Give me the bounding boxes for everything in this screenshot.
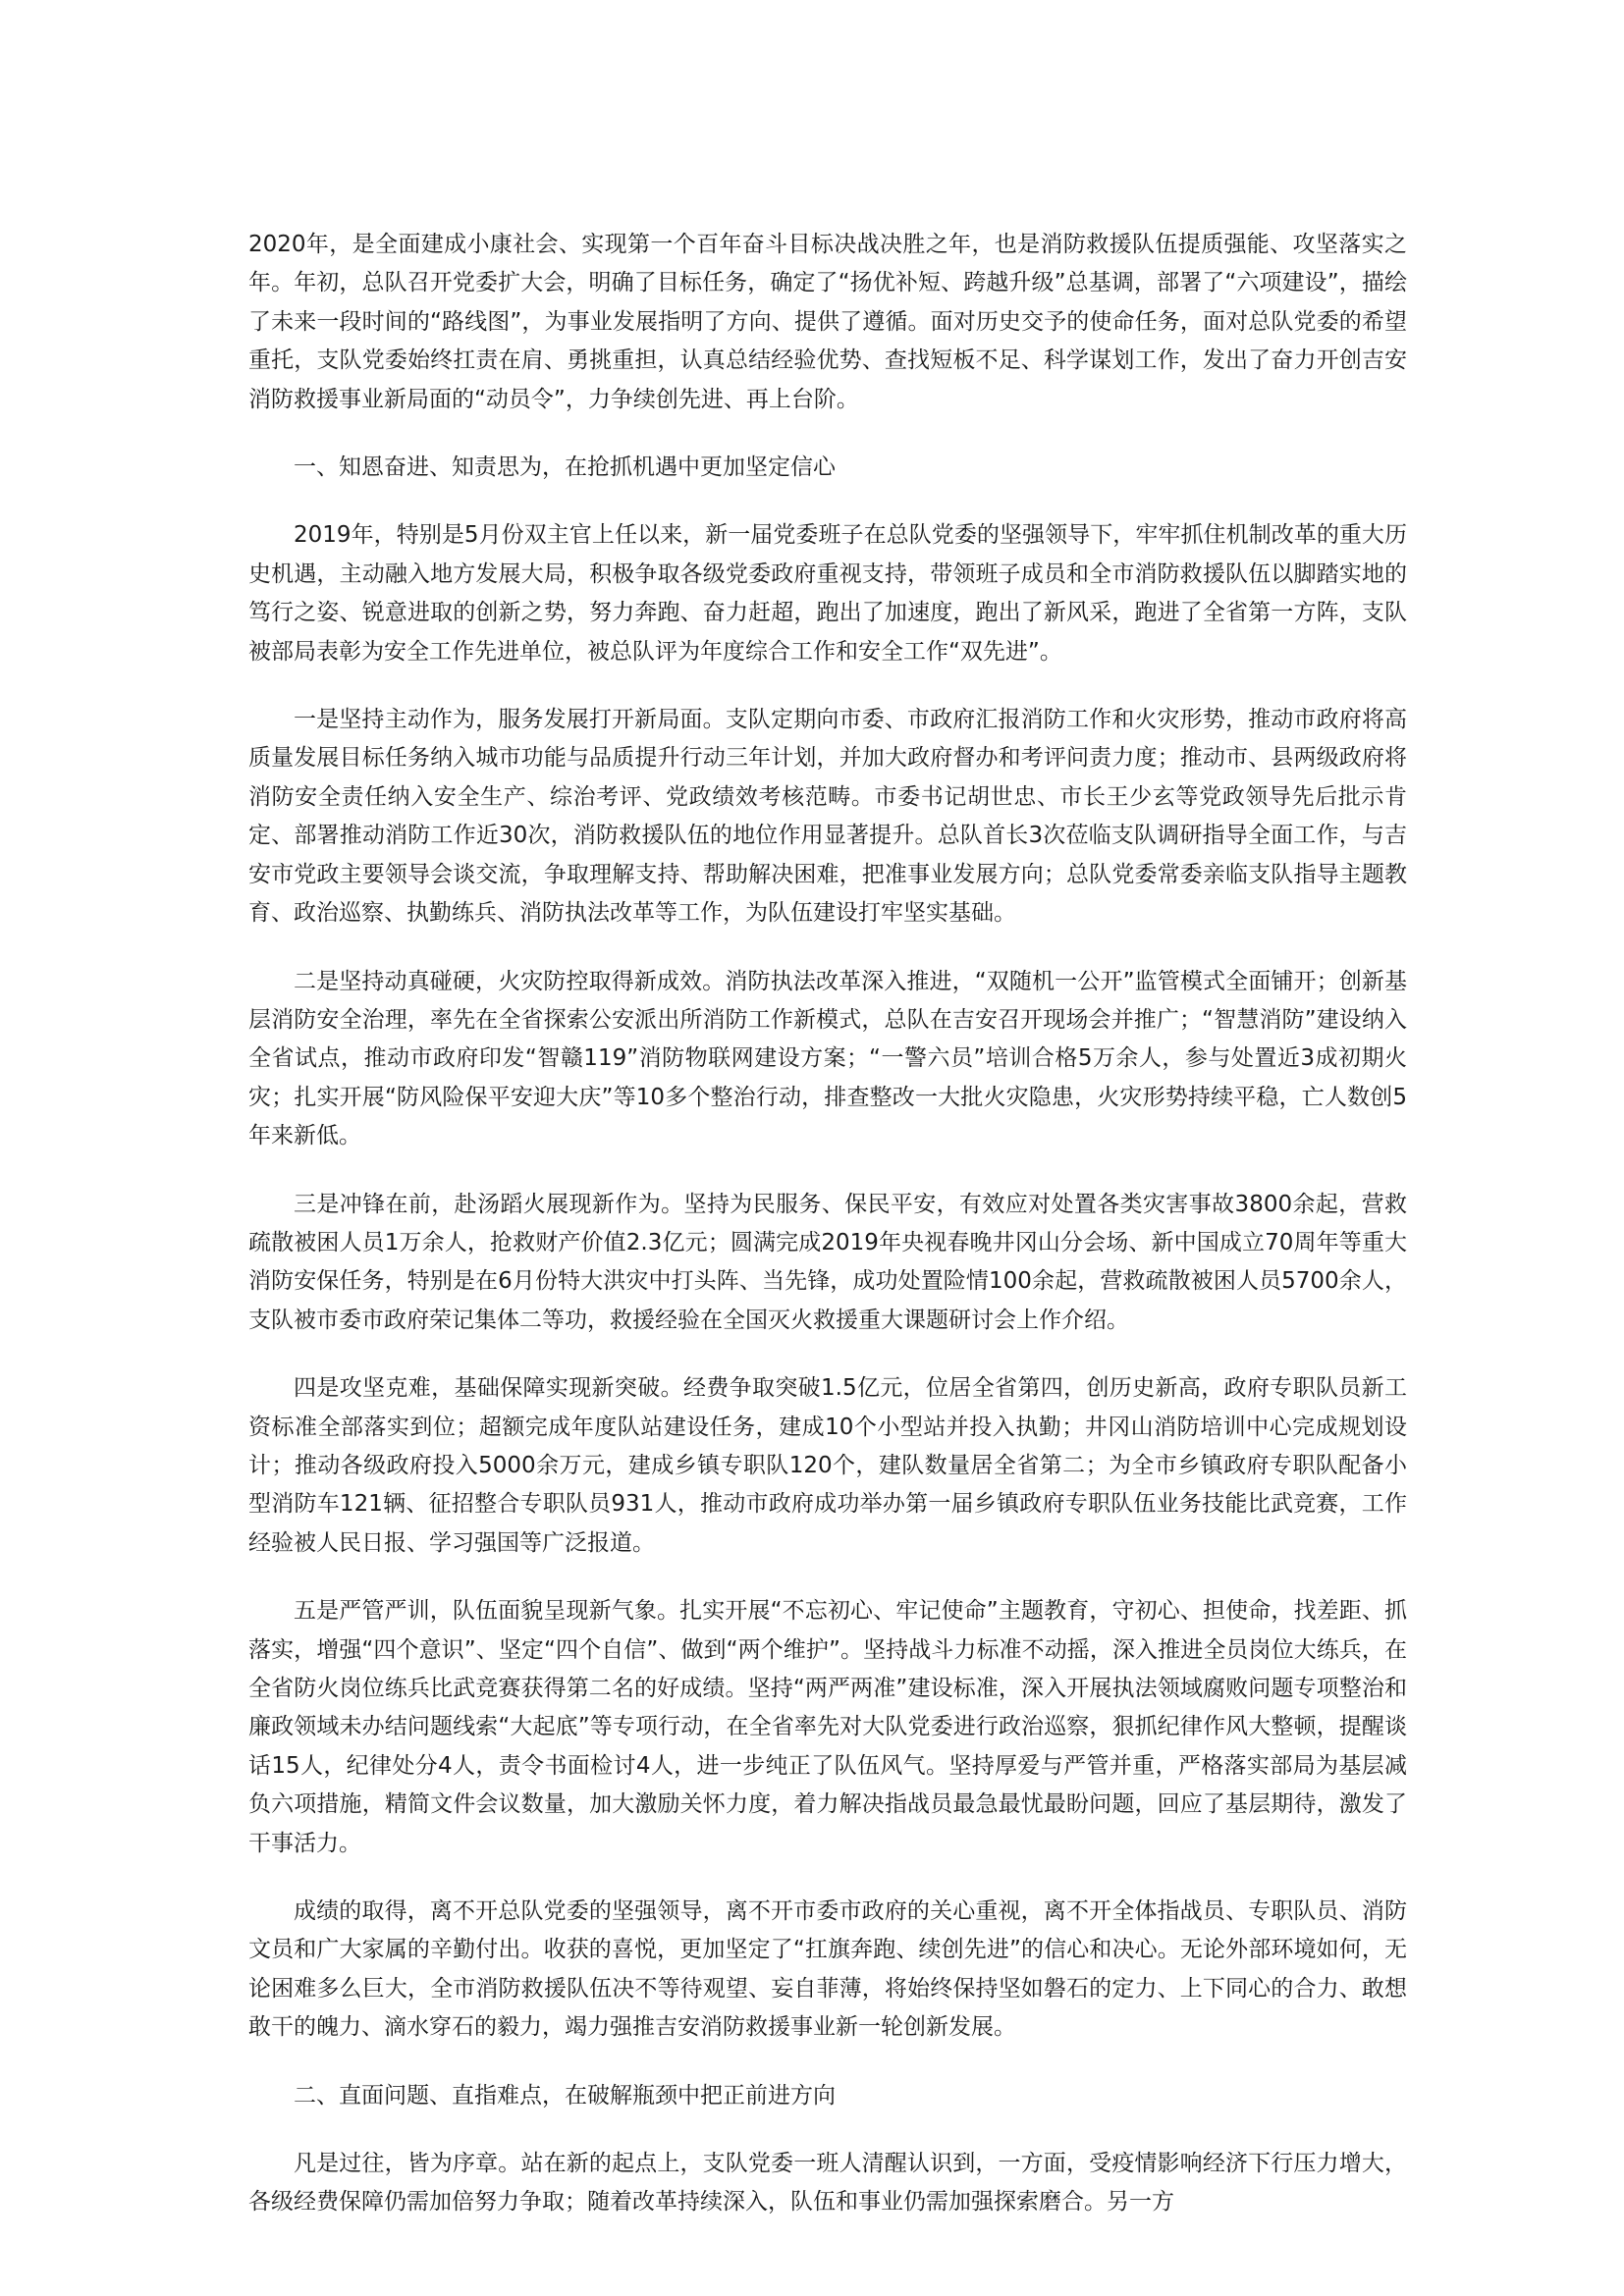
paragraph-discipline: 五是严管严训，队伍面貌呈现新气象。扎实开展“不忘初心、牢记使命”主题教育，守初心、担使命，找差距、抓落实，增强“四个意识”、坚定“四个自信”、做到“两个维护”。坚持战斗力标准不动摇，深入推进全员岗位大练兵，在全省防火岗位练兵比武竞赛获得第二名的好成绩。坚持“两严两准”建设标准，深入开展执法领域腐败问题专项整治和廉政领域未办结问题线索“大起底”等专项行动，在全省率先对大队党委进行政治巡察，狠抓纪律作风大整顿，提醒谈话15人，纪律处分4人，责令书面检讨4人，进一步纯正了队伍风气。坚持厚爱与严管并重，严格落实部局为基层减负六项措施，精简文件会议数量，加大激励关怀力度，着力解决指战员最急最忧最盼问题，回应了基层期待，激发了干事活力。 — [248, 1598, 1407, 1856]
section-heading-1: 一、知恩奋进、知责思为，在抢抓机遇中更加坚定信心 — [294, 454, 836, 481]
paragraph-initiative: 一是坚持主动作为，服务发展打开新局面。支队定期向市委、市政府汇报消防工作和火灾形势，推动市政府将高质量发展目标任务纳入城市功能与品质提升行动三年计划，并加大政府督办和考评问责力度；推动市、县两级政府将消防安全责任纳入安全生产、综治考评、党政绩效考核范畴。市委书记胡世忠、市长王少玄等党政领导先后批示肯定、部署推动消防工作近30次，消防救援队伍的地位作用显著提升。总队首长3次莅临支队调研指导全面工作，与吉安市党政主要领导会谈交流，争取理解支持、帮助解决困难，把准事业发展方向；总队党委常委亲临支队指导主题教育、政治巡察、执勤练兵、消防执法改革等工作，为队伍建设打牢坚实基础。 — [248, 707, 1407, 927]
intro-paragraph: 2020年，是全面建成小康社会、实现第一个百年奋斗目标决战决胜之年，也是消防救援队伍提质强能、攻坚落实之年。年初，总队召开党委扩大会，明确了目标任务，确定了“扬优补短、跨越升级”总基调，部署了“六项建设”，描绘了未来一段时间的“路线图”，为事业发展指明了方向、提供了遵循。面对历史交予的使命任务，面对总队党委的希望重托，支队党委始终扛责在肩、勇挑重担，认真总结经验优势、查找短板不足、科学谋划工作，发出了奋力开创吉安消防救援事业新局面的“动员令”，力争续创先进、再上台阶。 — [248, 232, 1407, 412]
paragraph-fire-prevention: 二是坚持动真碰硬，火灾防控取得新成效。消防执法改革深入推进，“双随机一公开”监管模式全面铺开；创新基层消防安全治理，率先在全省探索公安派出所消防工作新模式，总队在吉安召开现场会并推广；“智慧消防”建设纳入全省试点，推动市政府印发“智赣119”消防物联网建设方案；“一警六员”培训合格5万余人，参与处置近3成初期火灾；扎实开展“防风险保平安迎大庆”等10多个整治行动，排查整改一大批火灾隐患，火灾形势持续平稳，亡人数创5年来新低。 — [248, 968, 1407, 1149]
paragraph-2019-summary: 2019年，特别是5月份双主官上任以来，新一届党委班子在总队党委的坚强领导下，牢牢抓住机制改革的重大历史机遇，主动融入地方发展大局，积极争取各级党委政府重视支持，带领班子成员和全市消防救援队伍以脚踏实地的笃行之姿、锐意进取的创新之势，努力奔跑、奋力赶超，跑出了加速度，跑出了新风采，跑进了全省第一方阵，支队被部局表彰为安全工作先进单位，被总队评为年度综合工作和安全工作“双先进”。 — [248, 522, 1407, 665]
document-body — [248, 226, 1407, 2222]
section-heading-2: 二、直面问题、直指难点，在破解瓶颈中把正前进方向 — [294, 2082, 836, 2109]
paragraph-infrastructure: 四是攻坚克难，基础保障实现新突破。经费争取突破1.5亿元，位居全省第四，创历史新高，政府专职队员新工资标准全部落实到位；超额完成年度队站建设任务，建成10个小型站并投入执勤；井冈山消防培训中心完成规划设计；推动各级政府投入5000余万元，建成乡镇专职队120个，建队数量居全省第二；为全市乡镇政府专职队配备小型消防车121辆、征招整合专职队员931人，推动市政府成功举办第一届乡镇政府专职队伍业务技能比武竞赛，工作经验被人民日报、学习强国等广泛报道。 — [248, 1375, 1407, 1556]
paragraph-achievements: 成绩的取得，离不开总队党委的坚强领导，离不开市委市政府的关心重视，离不开全体指战员、专职队员、消防文员和广大家属的辛勤付出。收获的喜悦，更加坚定了“扛旗奔跑、续创先进”的信心和决心。无论外部环境如何，无论困难多么巨大，全市消防救援队伍决不等待观望、妄自菲薄，将始终保持坚如磐石的定力、上下同心的合力、敢想敢干的魄力、滴水穿石的毅力，竭力强推吉安消防救援事业新一轮创新发展。 — [248, 1898, 1407, 2041]
paragraph-rescue: 三是冲锋在前，赴汤蹈火展现新作为。坚持为民服务、保民平安，有效应对处置各类灾害事故3800余起，营救疏散被困人员1万余人，抢救财产价值2.3亿元；圆满完成2019年央视春晚井冈山分会场、新中国成立70周年等重大消防安保任务，特别是在6月份特大洪灾中打头阵、当先锋，成功处置险情100余起，营救疏散被困人员5700余人，支队被市委市政府荣记集体二等功，救援经验在全国灭火救援重大课题研讨会上作介绍。 — [248, 1191, 1407, 1333]
paragraph-challenges: 凡是过往，皆为序章。站在新的起点上，支队党委一班人清醒认识到，一方面，受疫情影响经济下行压力增大，各级经费保障仍需加倍努力争取；随着改革持续深入，队伍和事业仍需加强探索磨合。另一方 — [248, 2151, 1407, 2216]
